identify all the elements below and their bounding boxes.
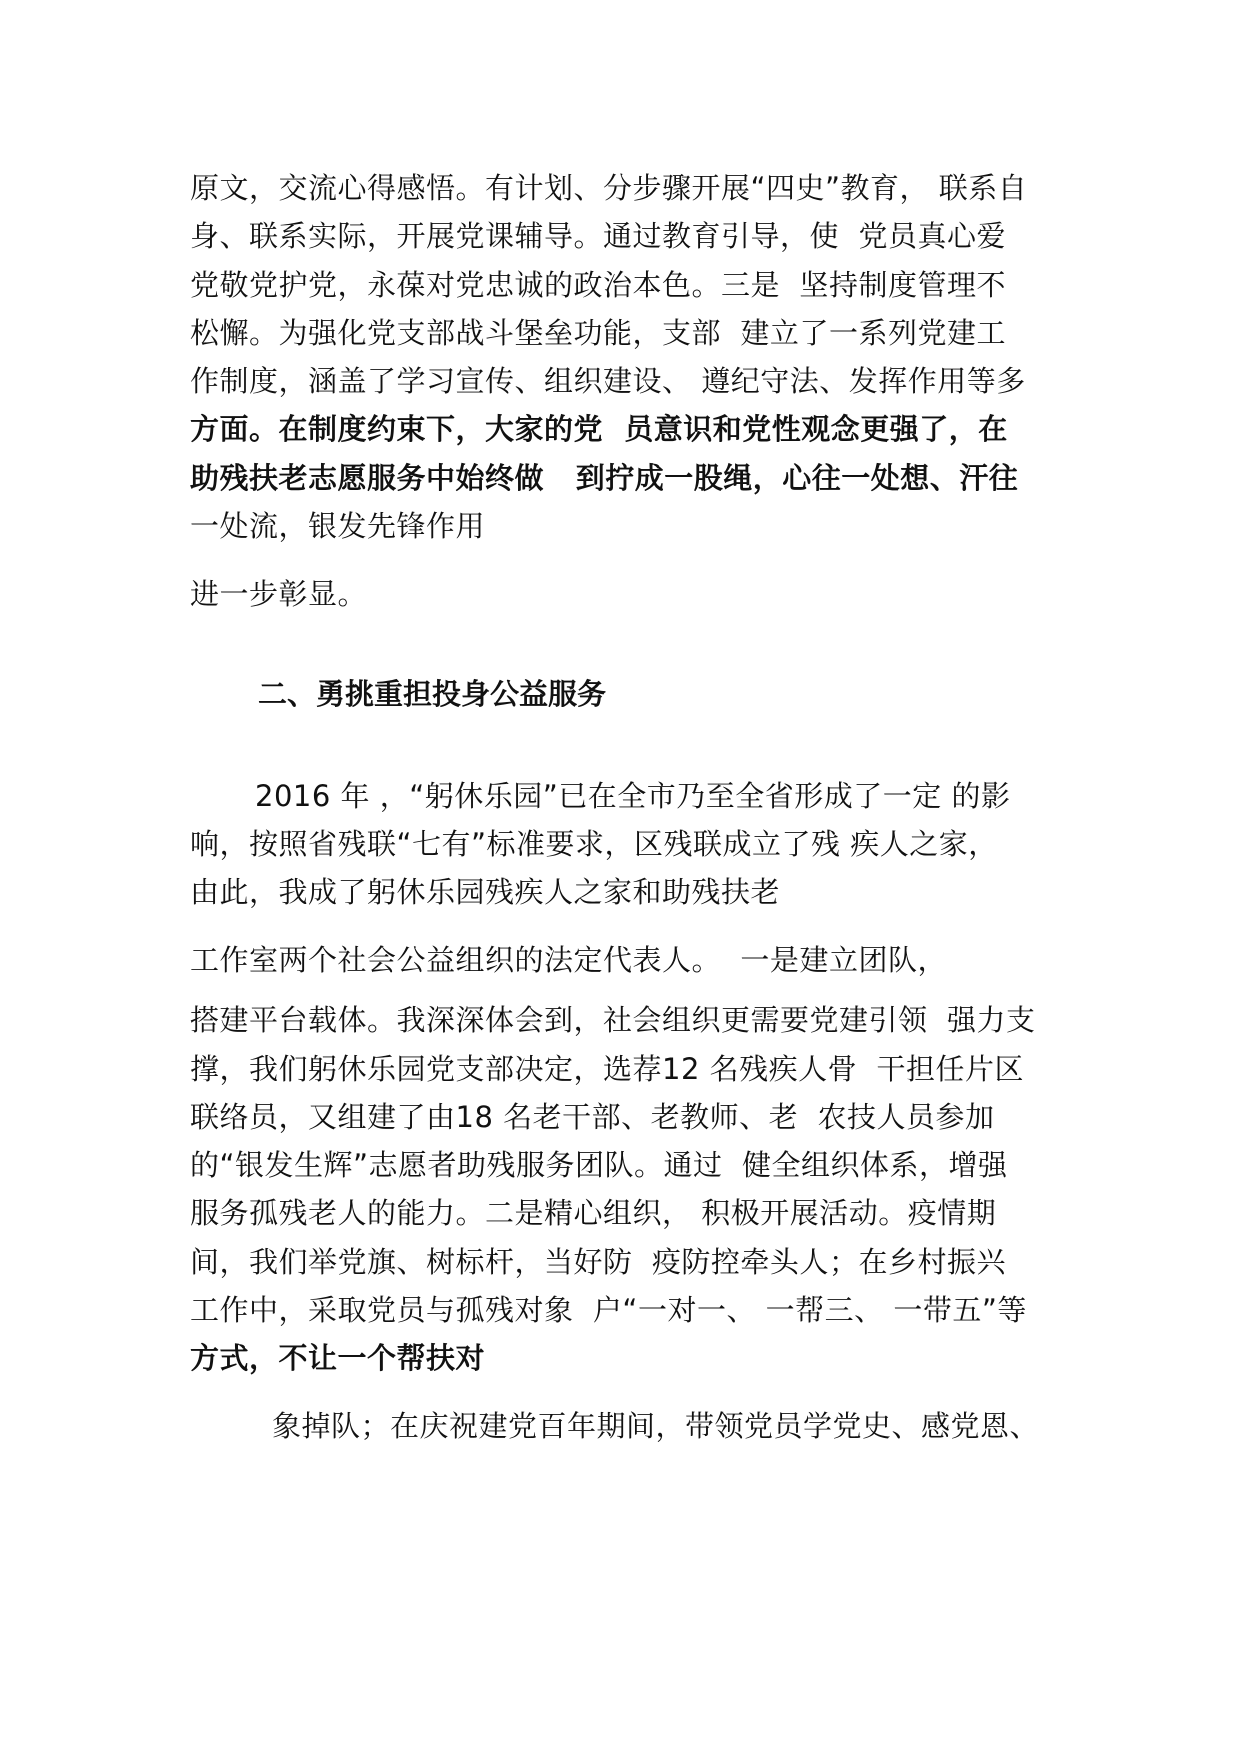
paragraph-line: 方式，不让一个帮扶对 [190,1341,486,1375]
paragraph-line: 服务孤残老人的能力。二是精心组织， 积极开展活动。疫情期 [190,1196,997,1230]
section-heading: 二、勇挑重担投身公益服务 [258,677,607,711]
paragraph-line: 2016 年 ，“躬休乐园”已在全市乃至全省形成了一定 的影 [255,779,1011,813]
paragraph-line: 工作中，采取党员与孤残对象 户“一对一、 一帮三、 一带五”等 [190,1293,1027,1327]
paragraph-line: 联络员，又组建了由18 名老干部、老教师、老 农技人员参加 [190,1100,995,1134]
paragraph-line: 工作室两个社会公益组织的法定代表人。 一是建立团队， [190,943,947,977]
paragraph-line: 作制度，涵盖了学习宣传、组织建设、 遵纪守法、发挥作用等多 [190,364,1026,398]
paragraph-line: 助残扶老志愿服务中始终做 到拧成一股绳，心往一处想、汗往 [190,461,1019,495]
paragraph-line: 原文，交流心得感悟。有计划、分步骤开展“四史”教育， 联系自 [190,171,1028,205]
paragraph-line: 松懈。为强化党支部战斗堡垒功能，支部 建立了一系列党建工 [190,316,1006,350]
paragraph-line: 身、联系实际，开展党课辅导。通过教育引导，使 党员真心爱 [190,219,1006,253]
paragraph-line: 由此，我成了躬休乐园残疾人之家和助残扶老 [190,875,781,909]
paragraph-line: 党敬党护党，永葆对党忠诚的政治本色。三是 坚持制度管理不 [190,268,1006,302]
paragraph-line: 一处流，银发先锋作用 [190,509,486,543]
paragraph-line: 方面。在制度约束下，大家的党 员意识和党性观念更强了，在 [190,412,1008,446]
paragraph-line: 的“银发生辉”志愿者助残服务团队。通过 健全组织体系，增强 [190,1148,1008,1182]
paragraph-line: 象掉队；在庆祝建党百年期间，带领党员学党史、感党恩、 [272,1409,1040,1443]
paragraph-line: 搭建平台载体。我深深体会到，社会组织更需要党建引领 强力支 [190,1003,1036,1037]
paragraph-line: 间，我们举党旗、树标杆，当好防 疫防控牵头人；在乡村振兴 [190,1245,1006,1279]
paragraph-line: 进一步彰显。 [190,577,368,611]
paragraph-line: 响，按照省残联“七有”标准要求，区残联成立了残 疾人之家， [190,827,998,861]
paragraph-line: 撑，我们躬休乐园党支部决定，选荐12 名残疾人骨 干担任片区 [190,1052,1025,1086]
